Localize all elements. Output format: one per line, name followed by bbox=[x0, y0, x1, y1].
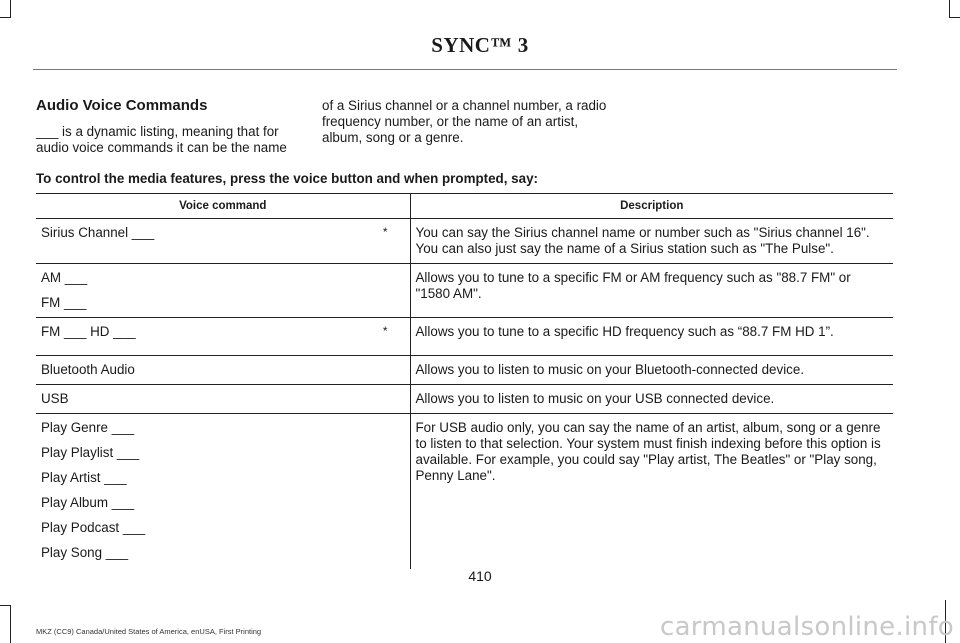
command-cell bbox=[36, 318, 410, 356]
crop-mark bbox=[10, 0, 11, 18]
intro-text-right: of a Sirius channel or a channel number, a radio frequency number, or the name of an artist, album, song or a genre. bbox=[322, 98, 607, 145]
table-row bbox=[36, 264, 893, 318]
command-cell bbox=[36, 219, 410, 264]
header-divider bbox=[33, 69, 897, 70]
page-header-title: SYNC™ 3 bbox=[431, 33, 529, 57]
voice-command: Play Podcast ___ bbox=[41, 520, 146, 535]
table-row bbox=[36, 414, 893, 570]
voice-command: USB bbox=[41, 391, 69, 406]
footnote-star: * bbox=[382, 324, 388, 338]
section-heading: Audio Voice Commands bbox=[36, 97, 208, 114]
table-row bbox=[36, 318, 893, 356]
voice-command: Play Album ___ bbox=[41, 495, 135, 510]
intro-text-left: ___ is a dynamic listing, meaning that for audio voice commands it can be the name bbox=[36, 124, 287, 155]
footer-text: MKZ (CC9) Canada/United States of America, enUSA, First Printing bbox=[36, 627, 262, 636]
voice-command: FM ___ HD ___ bbox=[41, 324, 136, 339]
column-header-description: Description bbox=[410, 194, 893, 219]
table-row bbox=[36, 219, 893, 264]
table-row bbox=[36, 356, 893, 385]
watermark: carmanualsonline.info bbox=[659, 612, 954, 642]
crop-mark bbox=[949, 0, 950, 18]
voice-command: Play Genre ___ bbox=[41, 420, 135, 435]
command-cell bbox=[36, 385, 410, 414]
description-cell: Allows you to tune to a specific FM or AM frequency such as "88.7 FM" or "1580 AM". bbox=[410, 264, 893, 318]
crop-mark bbox=[0, 605, 11, 606]
voice-command: Play Playlist ___ bbox=[41, 445, 140, 460]
page-number: 410 bbox=[468, 568, 492, 584]
command-cell bbox=[36, 356, 410, 385]
description-cell: Allows you to listen to music on your Bluetooth-connected device. bbox=[410, 356, 893, 385]
description-cell: Allows you to tune to a specific HD frequency such as “88.7 FM HD 1”. bbox=[410, 318, 893, 356]
instruction-text: To control the media features, press the voice button and when prompted, say: bbox=[36, 171, 538, 186]
description-cell: For USB audio only, you can say the name of an artist, album, song or a genre to listen to that selection. Your system must finish indexing before this option is available. For example, you could say "Play artist, The Beatles" or "Play song, Penny Lane". bbox=[410, 414, 893, 570]
voice-command: FM ___ bbox=[41, 295, 87, 310]
voice-command: Bluetooth Audio bbox=[41, 362, 135, 377]
footnote-star: * bbox=[382, 225, 388, 239]
voice-command: AM ___ bbox=[41, 270, 88, 285]
description-cell: You can say the Sirius channel name or number such as "Sirius channel 16". You can also just say the name of a Sirius station such as "The Pulse". bbox=[410, 219, 893, 264]
crop-mark bbox=[10, 605, 11, 643]
crop-mark bbox=[949, 17, 960, 18]
voice-command: Sirius Channel ___ bbox=[41, 225, 155, 240]
description-cell: Allows you to listen to music on your USB connected device. bbox=[410, 385, 893, 414]
command-cell bbox=[36, 264, 410, 318]
command-cell bbox=[36, 414, 410, 570]
table-row bbox=[36, 385, 893, 414]
voice-command: Play Artist ___ bbox=[41, 470, 127, 485]
column-header-voice-command: Voice command bbox=[36, 194, 410, 219]
voice-command-table bbox=[36, 193, 893, 569]
voice-command: Play Song ___ bbox=[41, 545, 129, 560]
crop-mark bbox=[0, 17, 11, 18]
table-header-row bbox=[36, 194, 893, 219]
